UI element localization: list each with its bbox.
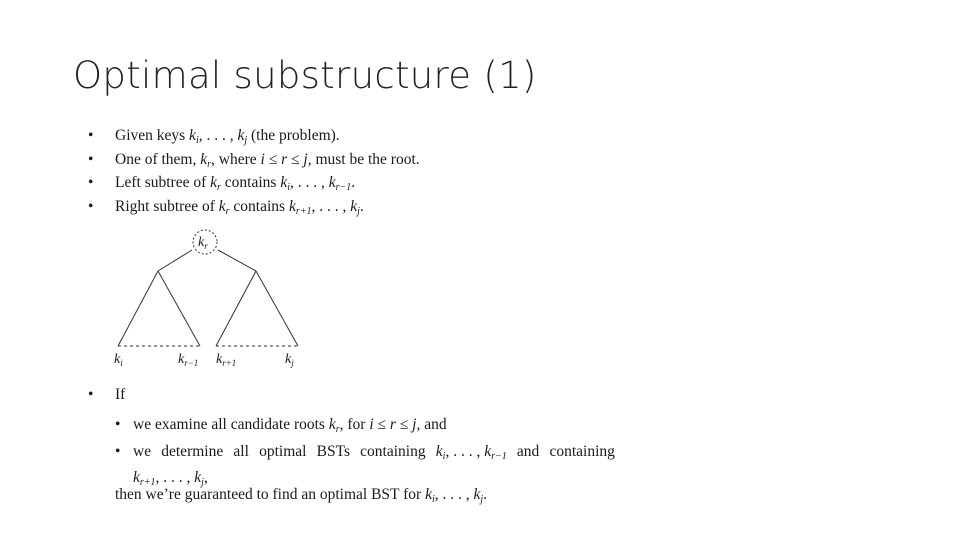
root-label: $k_r$ bbox=[198, 235, 208, 251]
leaf-label-kr-1: $k_{r-1}$ bbox=[178, 352, 199, 368]
bullet-dot: • bbox=[88, 127, 94, 144]
sub-bullet-item: • we examine all candidate roots $k_r$, for i ≤ r ≤ j, and bbox=[115, 416, 447, 435]
bullet-dot: • bbox=[115, 443, 121, 460]
conclusion-text: then we’re guaranteed to find an optimal BST for $k_i$, . . . , $k_j$. bbox=[115, 486, 488, 505]
right-subtree-edge bbox=[216, 271, 256, 346]
bst-diagram bbox=[100, 226, 320, 376]
right-subtree-edge bbox=[256, 271, 298, 346]
bullet-item: • Left subtree of $k_r$ contains $k_i$, . . . , $k_{r-1}$. bbox=[88, 174, 356, 193]
bullet-dot: • bbox=[115, 416, 121, 433]
bullet-dot: • bbox=[88, 150, 94, 168]
bullet-dot: • bbox=[88, 174, 94, 191]
justified-line: we determine all optimal BSTs containing $k_i$, . . . , $k_{r-1}$ and containing bbox=[133, 443, 615, 462]
leaf-label-kr+1: $k_{r+1}$ bbox=[216, 352, 237, 368]
subtree-triangles bbox=[118, 271, 298, 346]
left-edge bbox=[158, 250, 192, 271]
sub-bullet-list bbox=[115, 414, 633, 494]
left-subtree-edge bbox=[158, 271, 200, 346]
if-heading: • If bbox=[88, 386, 126, 403]
left-subtree-edge bbox=[118, 271, 158, 346]
continuation-line: $k_{r+1}$, . . . , $k_j$, bbox=[133, 469, 208, 488]
bullet-item: • One of them, $k_r$, where i ≤ r ≤ j, must be the root. bbox=[88, 150, 420, 170]
slide-title: Optimal substructure (1) bbox=[73, 54, 537, 97]
bullet-dot: • bbox=[88, 197, 94, 215]
bullet-dot: • bbox=[88, 386, 94, 403]
leaf-label-kj: $k_j$ bbox=[285, 352, 294, 368]
bullet-item: • Right subtree of $k_r$ contains $k_{r+1}$, . . . , $k_j$. bbox=[88, 197, 364, 217]
leaf-label-ki: $k_i$ bbox=[114, 352, 123, 368]
bullet-item: • Given keys $k_i$, . . . , $k_j$ (the problem). bbox=[88, 127, 340, 146]
bullet-list bbox=[88, 126, 420, 220]
right-edge bbox=[218, 250, 256, 271]
